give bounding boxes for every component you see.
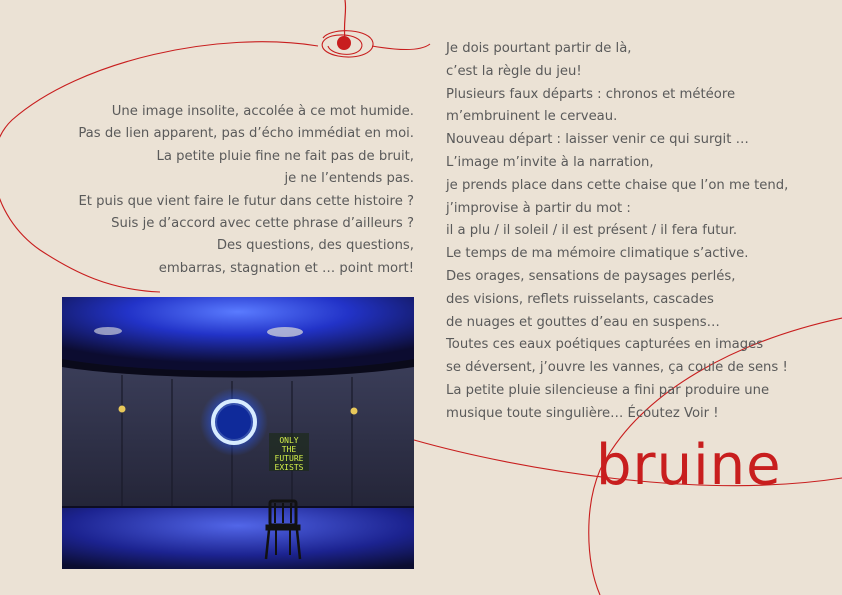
- right-line: je prends place dans cette chaise que l’on me tend,: [446, 177, 789, 193]
- right-line: musique toute singulière… Écoutez Voir !: [446, 405, 719, 421]
- right-line: L’image m’invite à la narration,: [446, 154, 654, 170]
- neon-text: THE: [281, 445, 297, 454]
- left-paragraph: [40, 101, 414, 280]
- right-line: des visions, reflets ruisselants, cascades: [446, 291, 714, 307]
- left-line: Suis je d’accord avec cette phrase d’ailleurs ?: [111, 216, 414, 232]
- right-line: se déversent, j’ouvre les vannes, ça coule de sens !: [446, 360, 788, 376]
- right-line: Le temps de ma mémoire climatique s’active.: [446, 246, 749, 262]
- neon-text: EXISTS: [274, 463, 304, 472]
- right-line: Nouveau départ : laisser venir ce qui surgit …: [446, 132, 749, 148]
- left-line: embarras, stagnation et … point mort!: [158, 260, 414, 276]
- neon-text: ONLY: [279, 436, 299, 445]
- left-line: Des questions, des questions,: [216, 238, 414, 254]
- left-line: je ne l’entends pas.: [284, 171, 414, 187]
- left-line: Une image insolite, accolée à ce mot humide.: [111, 104, 414, 119]
- room-photo: [62, 297, 414, 569]
- right-line: c’est la règle du jeu!: [446, 63, 582, 79]
- right-line: il a plu / il soleil / il est présent / il fera futur.: [446, 223, 738, 239]
- neon-text: FUTURE: [274, 454, 304, 463]
- left-line: Et puis que vient faire le futur dans cette histoire ?: [78, 193, 414, 209]
- right-line: La petite pluie silencieuse a fini par produire une: [446, 382, 770, 398]
- right-line: Je dois pourtant partir de là,: [446, 41, 632, 56]
- right-line: m’embruinent le cerveau.: [446, 109, 618, 125]
- right-line: Toutes ces eaux poétiques capturées en images: [446, 337, 764, 353]
- left-line: La petite pluie fine ne fait pas de bruit,: [156, 148, 414, 164]
- right-line: Plusieurs faux départs : chronos et météore: [446, 86, 736, 102]
- right-line: de nuages et gouttes d’eau en suspens…: [446, 314, 720, 330]
- right-paragraph: [446, 38, 826, 426]
- right-line: j’improvise à partir du mot :: [446, 200, 631, 216]
- right-line: Des orages, sensations de paysages perlés,: [446, 268, 736, 284]
- left-line: Pas de lien apparent, pas d’écho immédiat en moi.: [78, 126, 414, 142]
- page-title: bruine: [596, 433, 782, 498]
